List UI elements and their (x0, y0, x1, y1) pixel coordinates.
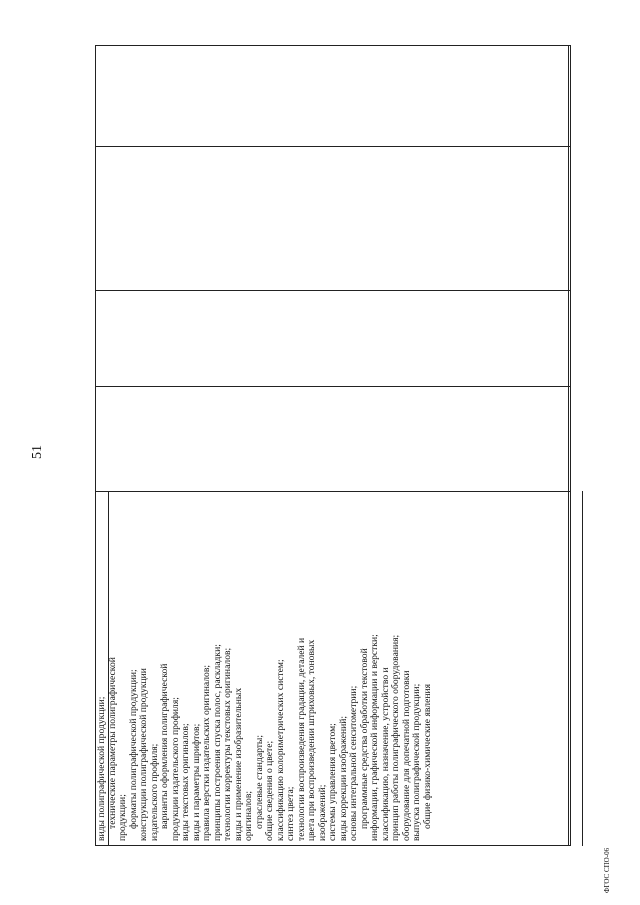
content-line: правила верстки издательских оригиналов; (201, 664, 212, 841)
content-line: информации, графической информации и верстки; (369, 634, 380, 841)
content-line: оборудование для допечатной подготовки (400, 670, 412, 841)
content-line: системы управления цветом; (327, 723, 338, 841)
content-line: общие сведения о цвете; (264, 740, 275, 841)
content-line: технологии корректуры текстовых оригиналов; (222, 647, 233, 841)
content-line: виды текстовых оригиналов; (180, 723, 191, 841)
content-line: отраслевые стандарты; (253, 734, 265, 829)
table-cell-content (95, 610, 570, 845)
content-line: общие физико-химические явления (421, 683, 433, 829)
content-line: форматы полиграфической продукции; (127, 669, 139, 829)
table-border-top (95, 45, 570, 46)
content-line: изображений; (316, 784, 328, 841)
column-divider-1 (95, 146, 570, 147)
content-line: классификацию колориметрических систем; (274, 659, 286, 841)
content-line: конструкции полиграфической продукции (138, 668, 149, 841)
content-line: технические параметры полиграфической (106, 657, 118, 829)
page-number: 51 (30, 445, 45, 459)
content-line: принцип работы полиграфического оборудования; (390, 634, 401, 841)
content-line: оригиналов; (243, 790, 254, 841)
content-line: классификацию, назначение, устройство и (379, 667, 391, 841)
content-line: выпуска полиграфической продукции; (411, 683, 422, 841)
content-line: варианты оформления полиграфической (159, 663, 170, 829)
content-line: основы интегральной сенситометрии; (348, 685, 359, 841)
content-line: технологии воспроизведения градации, деталей и (295, 637, 307, 841)
content-line: виды полиграфической продукции; (96, 696, 107, 841)
table-border-bottom (95, 845, 570, 846)
column-divider-4 (95, 491, 570, 492)
footer-code: ФГОС СПО-06 (603, 847, 611, 893)
content-line: виды коррекции изображений; (337, 715, 349, 841)
content-line: виды и применение изобразительных (232, 687, 244, 841)
row-divider-right (582, 491, 583, 846)
content-line: принципы построения спуска полос, раскладки; (211, 644, 223, 841)
content-line: синтез цвета; (285, 786, 296, 841)
column-divider-2 (95, 290, 570, 291)
content-line: издательского профиля; (148, 743, 160, 841)
content-line: продукции издательского профиля; (169, 697, 181, 841)
content-line: цвета при воспроизведении штриховых, тоновых (306, 639, 317, 841)
content-line: продукции; (117, 794, 128, 841)
content-line: программные средства обработки текстовой (358, 648, 370, 829)
table-border-right (570, 45, 571, 846)
content-line: виды и параметры шрифтов; (190, 723, 202, 841)
column-divider-3 (95, 386, 570, 387)
